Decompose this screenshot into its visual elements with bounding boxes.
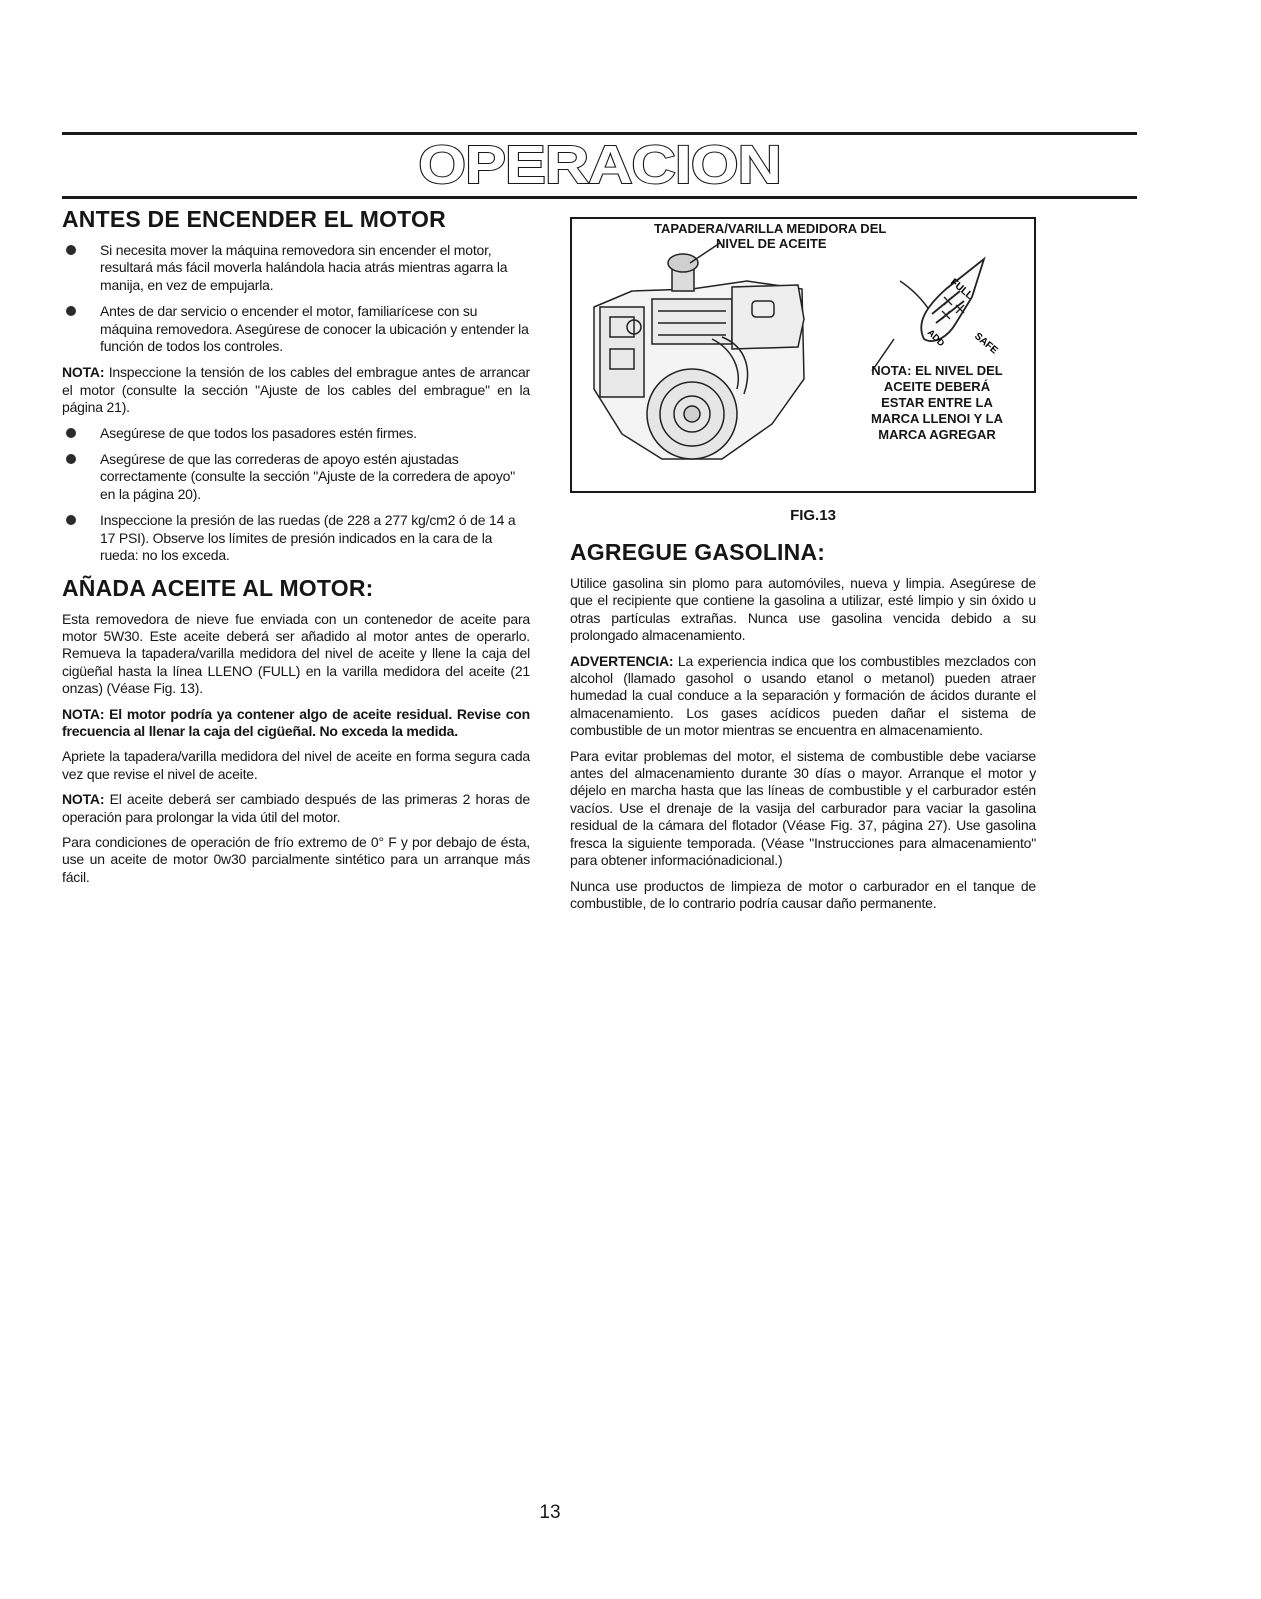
list-item: Asegúrese de que las correderas de apoyo estén ajustadas correctamente (consulte la sección "Ajuste de la corredera de apoyo" en la página 20). <box>62 451 530 503</box>
page-number: 13 <box>539 1502 561 1523</box>
right-column <box>570 205 1036 920</box>
bullet-icon <box>66 515 76 525</box>
section-heading-add-oil: AÑADA ACEITE AL MOTOR: <box>62 574 374 601</box>
figure-13 <box>570 217 1036 493</box>
dipstick-safe-label: SAFE <box>972 330 1000 357</box>
paragraph: Utilice gasolina sin plomo para automóviles, nueva y limpia. Asegúrese de que el recipiente que contiene la gasolina a utilizar, esté limpio y sin óxido u otras partículas extrañas. Nunca use gasolina vencida debido a su prolongado almacenamiento. <box>570 575 1036 644</box>
figure-caption: TAPADERA/VARILLA MEDIDORA DEL NIVEL DE ACEITE <box>654 221 887 251</box>
list-item: Inspeccione la presión de las ruedas (de 228 a 277 kg/cm2 ó de 14 a 17 PSI). Observe los límites de presión indicados en la cara de la rueda: no los exceda. <box>62 512 530 564</box>
note-paragraph: NOTA: El aceite deberá ser cambiado después de las primeras 2 horas de operación para prolongar la vida útil del motor. <box>62 791 530 825</box>
paragraph: Apriete la tapadera/varilla medidora del nivel de aceite en forma segura cada vez que revise el nivel de aceite. <box>62 748 530 782</box>
title-rule-bottom <box>62 196 1137 199</box>
dipstick-full-label: FULL <box>948 276 975 302</box>
section-heading-add-fuel: AGREGUE GASOLINA: <box>570 539 826 565</box>
figure-label: FIG.13 <box>790 507 836 524</box>
paragraph: Esta removedora de nieve fue enviada con un contenedor de aceite para motor 5W30. Este aceite deberá ser añadido al motor antes de operarlo. Remueva la tapadera/varilla medidora del nivel de aceite y llene la caja del cigüeñal hasta la línea LLENO (FULL) en la varilla medidora del aceite (21 onzas) (Véase Fig. 13). <box>62 610 530 697</box>
warning-paragraph: NOTA: El motor podría ya contener algo de aceite residual. Revise con frecuencia al llenar la caja del cigüeñal. No exceda la medida. <box>62 705 530 739</box>
warning-paragraph: ADVERTENCIA: La experiencia indica que los combustibles mezclados con alcohol (llamado gasohol o usando etanol o metanol) pueden atraer humedad la cual conduce a la separación y formación de ácidos durante el almacenamiento. Los gases acídicos pueden dañar el sistema de combustible de un motor mientras se encuentra en almacenamiento. <box>570 652 1036 739</box>
paragraph: Nunca use productos de limpieza de motor o carburador en el tanque de combustible, de lo contrario podría causar daño permanente. <box>570 877 1036 911</box>
paragraph: Para condiciones de operación de frío extremo de 0° F y por debajo de ésta, use un aceite de motor 0w30 parcialmente sintético para un arranque más fácil. <box>62 833 530 885</box>
list-item: Antes de dar servicio o encender el motor, familiarícese con su máquina removedora. Asegúrese de conocer la ubicación y entender la función de todos los controles. <box>62 303 530 355</box>
bullet-icon <box>66 245 76 255</box>
page-title: OPERACION <box>418 135 781 195</box>
figure-note: NOTA: EL NIVEL DEL ACEITE DEBERÁ ESTAR ENTRE LA MARCA LLENOI Y LA MARCA AGREGAR <box>871 363 1003 442</box>
bullet-icon <box>66 428 76 438</box>
paragraph: Para evitar problemas del motor, el sistema de combustible debe vaciarse antes del almacenamiento durante 30 días o mayor. Arranque el motor y déjelo en marcha hasta que las líneas de combustible y el carburador estén vacíos. Use el drenaje de la vasija del carburador para vaciar la gasolina residual de la cámara del flotador (Véase Fig. 37, página 27). Use gasolina fresca la siguiente temporada. (Véase "Instrucciones para almacenamiento" para obtener informaciónadicional.) <box>570 747 1036 869</box>
bullet-icon <box>66 306 76 316</box>
list-item: Asegúrese de que todos los pasadores estén firmes. <box>62 425 530 442</box>
left-column <box>62 205 530 894</box>
warning-label: ADVERTENCIA: <box>570 652 674 669</box>
section-heading-before-start: ANTES DE ENCENDER EL MOTOR <box>62 206 446 232</box>
note-label: NOTA: <box>62 364 105 381</box>
bullet-list <box>62 425 530 565</box>
list-item: Si necesita mover la máquina removedora sin encender el motor, resultará más fácil moverla halándola hacia atrás mientras agarra la manija, en vez de empujarla. <box>62 242 530 294</box>
note-paragraph: NOTA: Inspeccione la tensión de los cables del embrague antes de arrancar el motor (consulte la sección "Ajuste de los cables del embrague" en la página 21). <box>62 364 530 416</box>
engine-illustration <box>572 219 1034 487</box>
bullet-icon <box>66 454 76 464</box>
bullet-list <box>62 242 530 355</box>
dipstick-add-label: ADD <box>925 327 947 349</box>
note-label: NOTA: <box>62 791 105 808</box>
